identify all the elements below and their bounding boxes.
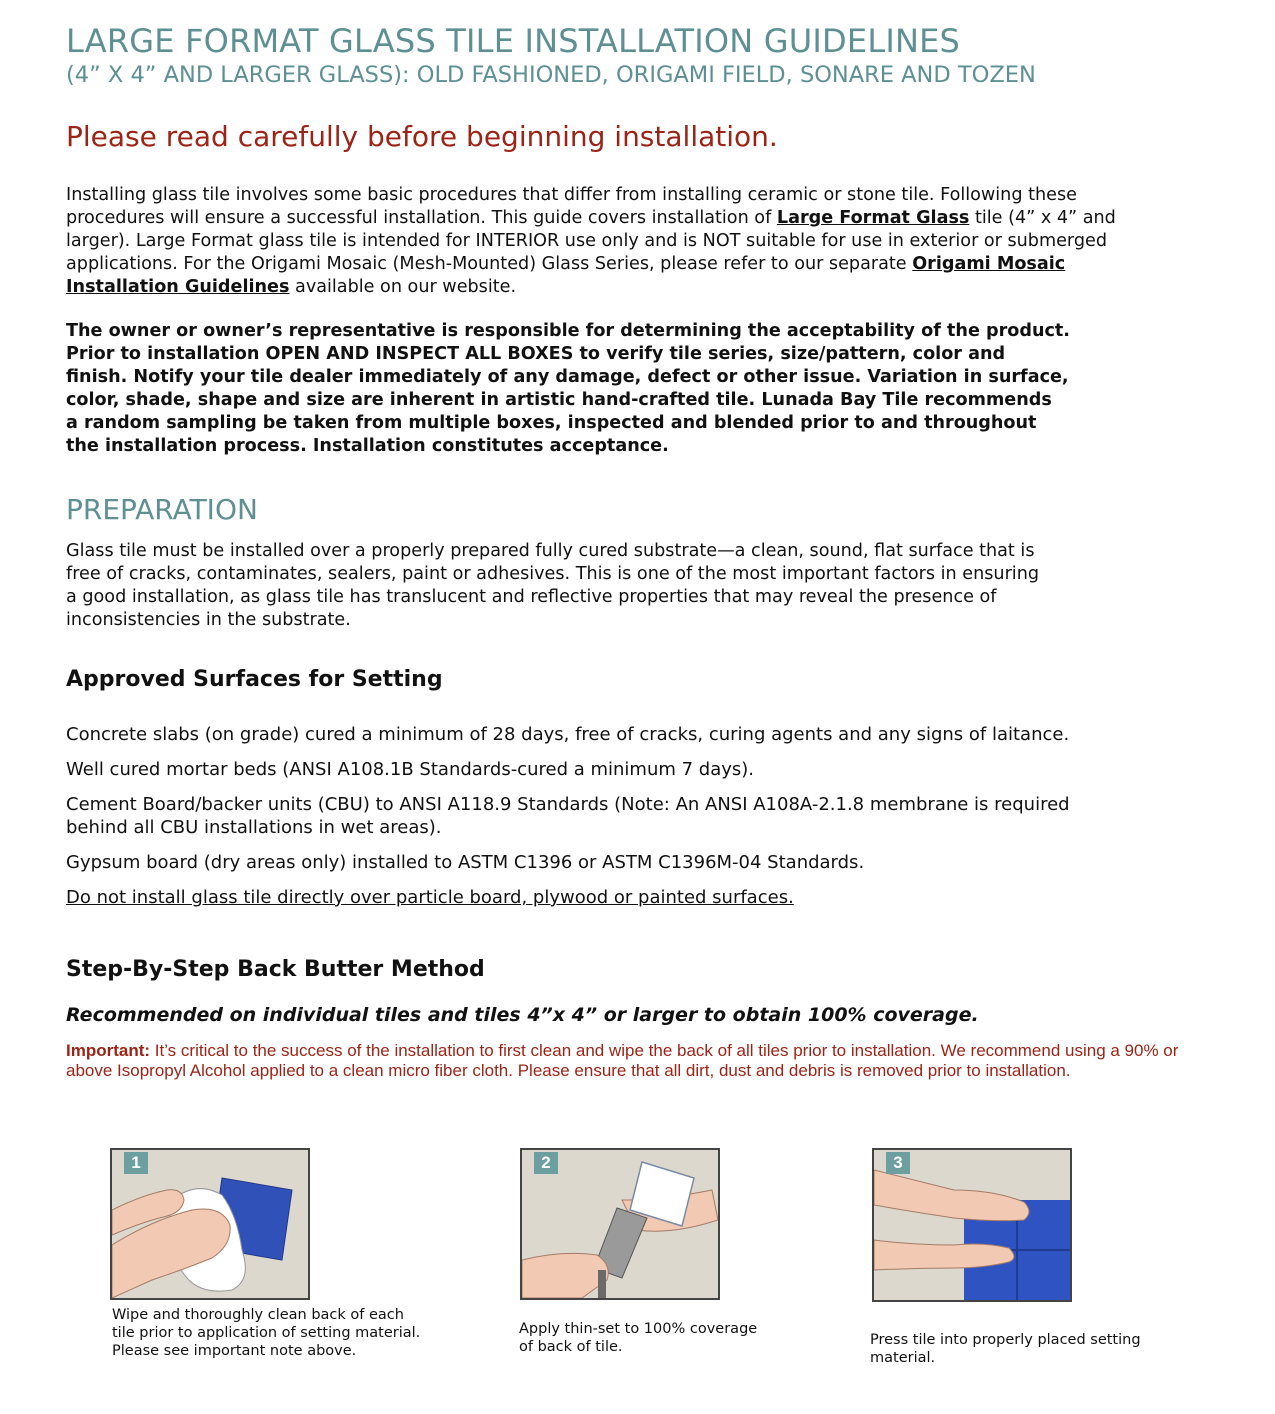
surface-item: Concrete slabs (on grade) cured a minimum of 28 days, free of cracks, curing agents and any signs of laitance. xyxy=(66,724,1070,745)
step-number-badge: 3 xyxy=(886,1152,910,1174)
step-3-caption: Press tile into properly placed setting material. xyxy=(870,1332,1141,1366)
installation-guidelines-link[interactable]: Installation Guidelines xyxy=(66,277,290,297)
acceptance-line: the installation process. Installation constitutes acceptance. xyxy=(66,436,669,456)
intro-paragraph xyxy=(66,184,1226,299)
acceptance-line: a random sampling be taken from multiple boxes, inspected and blended prior to and throughout xyxy=(66,413,1037,433)
large-format-glass-link[interactable]: Large Format Glass xyxy=(776,208,970,228)
preparation-paragraph xyxy=(66,540,1226,632)
origami-mosaic-link[interactable]: Origami Mosaic xyxy=(912,254,1066,274)
intro-line-5: Installation Guidelines available on our website. xyxy=(66,277,517,297)
approved-surfaces-heading: Approved Surfaces for Setting xyxy=(66,667,443,692)
surface-item: behind all CBU installations in wet areas). xyxy=(66,817,442,838)
acceptance-line: The owner or owner’s representative is responsible for determining the acceptability of the product. xyxy=(66,321,1070,341)
preparation-line: a good installation, as glass tile has translucent and reflective properties that may reveal the presence of xyxy=(66,587,997,607)
step-1-figure xyxy=(110,1148,310,1300)
step-3-figure xyxy=(872,1148,1072,1302)
page-title: LARGE FORMAT GLASS TILE INSTALLATION GUIDELINES xyxy=(66,22,961,60)
acceptance-line: finish. Notify your tile dealer immediately of any damage, defect or other issue. Variation in surface, xyxy=(66,367,1069,387)
preparation-line: Glass tile must be installed over a properly prepared fully cured substrate—a clean, sound, flat surface that is xyxy=(66,541,1035,561)
important-label: Important: xyxy=(66,1041,151,1060)
step-number-badge: 1 xyxy=(124,1152,148,1174)
important-note xyxy=(66,1041,1206,1081)
important-text: It’s critical to the success of the installation to first clean and wipe the back of all tiles prior to installation. We recommend using a 90% or above Isopropyl Alcohol applied to a clean micro fiber cloth. Please ensure that all dirt, dust and debris is removed prior to installation. xyxy=(66,1041,1179,1080)
preparation-line: free of cracks, contaminates, sealers, paint or adhesives. This is one of the most important factors in ensuring xyxy=(66,564,1040,584)
step-number-badge: 2 xyxy=(534,1152,558,1174)
surface-item: Cement Board/backer units (CBU) to ANSI A118.9 Standards (Note: An ANSI A108A-2.1.8 membrane is required xyxy=(66,794,1070,815)
intro-line-1: Installing glass tile involves some basic procedures that differ from installing ceramic or stone tile. Following these xyxy=(66,185,1077,205)
acceptance-paragraph xyxy=(66,320,1226,458)
surface-warning: Do not install glass tile directly over particle board, plywood or painted surfaces. xyxy=(66,887,794,908)
intro-line-4: applications. For the Origami Mosaic (Mesh-Mounted) Glass Series, please refer to our separate Origami Mosaic xyxy=(66,254,1066,274)
surface-item: Well cured mortar beds (ANSI A108.1B Standards-cured a minimum 7 days). xyxy=(66,759,755,780)
step-2-figure xyxy=(520,1148,720,1300)
page-subtitle: (4” X 4” AND LARGER GLASS): OLD FASHIONED, ORIGAMI FIELD, SONARE AND TOZEN xyxy=(66,62,1036,88)
surface-item: Gypsum board (dry areas only) installed to ASTM C1396 or ASTM C1396M-04 Standards. xyxy=(66,852,865,873)
read-carefully-warning: Please read carefully before beginning installation. xyxy=(66,120,778,153)
step-2-caption: Apply thin-set to 100% coverage of back of tile. xyxy=(519,1321,758,1355)
intro-line-2: procedures will ensure a successful installation. This guide covers installation of Large Format Glass tile (4” x 4” and xyxy=(66,208,1116,228)
acceptance-line: color, shade, shape and size are inherent in artistic hand-crafted tile. Lunada Bay Tile recommends xyxy=(66,390,1052,410)
acceptance-line: Prior to installation OPEN AND INSPECT ALL BOXES to verify tile series, size/pattern, color and xyxy=(66,344,1006,364)
preparation-heading: PREPARATION xyxy=(66,493,258,526)
step-1-caption: Wipe and thoroughly clean back of each tile prior to application of setting material. Please see important note above. xyxy=(112,1307,421,1359)
intro-line-3: larger). Large Format glass tile is intended for INTERIOR use only and is NOT suitable for use in exterior or submerged xyxy=(66,231,1108,251)
preparation-line: inconsistencies in the substrate. xyxy=(66,610,351,630)
back-butter-method-heading: Step-By-Step Back Butter Method xyxy=(66,957,485,982)
method-recommendation: Recommended on individual tiles and tiles 4”x 4” or larger to obtain 100% coverage. xyxy=(66,1004,979,1026)
